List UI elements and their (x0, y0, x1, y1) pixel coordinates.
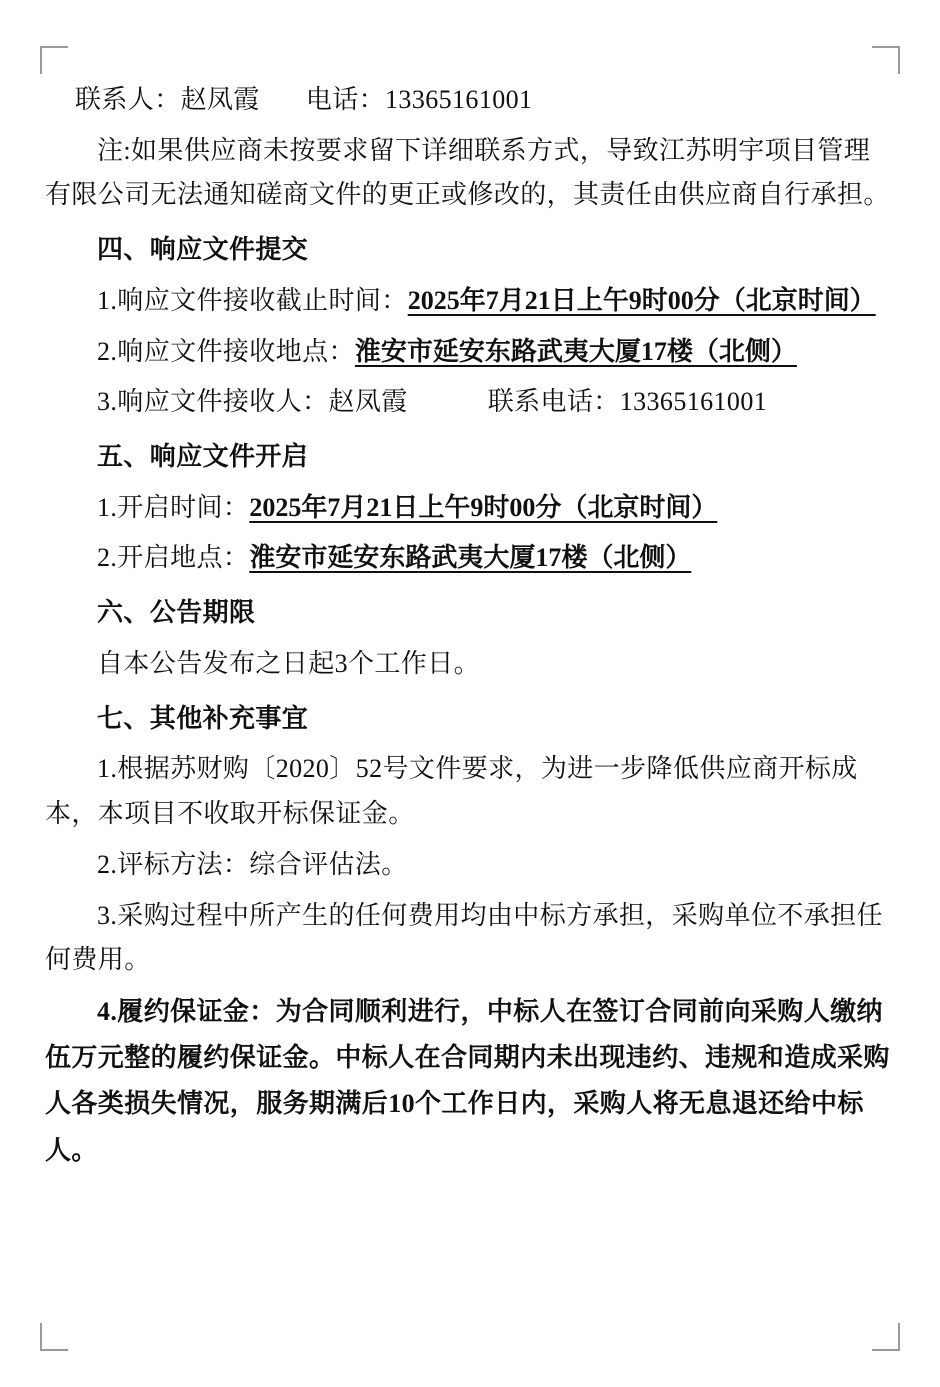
item-prefix: 2.开启地点： (97, 543, 250, 573)
section-4-item-3 (45, 380, 895, 425)
final-clause-block (45, 989, 895, 1174)
section-heading-5: 五、响应文件开启 (97, 442, 309, 472)
section-6-item-1: 自本公告发布之日起3个工作日。 (97, 648, 481, 678)
document-body (45, 78, 895, 1180)
section-5-item-1 (45, 486, 895, 531)
contact-label: 联系人： (75, 85, 181, 114)
final-clause-label: 4.履约保证金： (97, 996, 276, 1026)
crop-mark-bottom-left (40, 1323, 68, 1351)
item-emphasis: 2025年7月21日上午9时00分（北京时间） (249, 492, 718, 522)
contact-line (45, 78, 895, 123)
item-secondary-value: 13365161001 (619, 387, 768, 417)
section-4-item-1 (45, 279, 895, 324)
item-prefix: 1.响应文件接收截止时间： (97, 285, 408, 315)
item-prefix: 2.响应文件接收地点： (97, 336, 355, 366)
crop-mark-top-right (872, 46, 900, 74)
note-paragraph: 注:如果供应商未按要求留下详细联系方式，导致江苏明宇项目管理有限公司无法通知磋商文件的更正或修改的，其责任由供应商自行承担。 (45, 135, 890, 210)
final-clause (45, 989, 895, 1174)
item-emphasis: 淮安市延安东路武夷大厦17楼（北侧） (249, 543, 692, 573)
section-heading-6: 六、公告期限 (97, 598, 256, 628)
section-7-item-3: 3.采购过程中所产生的任何费用均由中标方承担，采购单位不承担任何费用。 (45, 900, 883, 975)
section-heading-7: 七、其他补充事宜 (97, 703, 309, 733)
section-7-item-1: 1.根据苏财购〔2020〕52号文件要求，为进一步降低供应商开标成本，本项目不收取开标保证金。 (45, 754, 858, 829)
contact-name: 赵凤霞 (180, 85, 260, 114)
section-7-item-2: 2.评标方法：综合评估法。 (97, 849, 408, 879)
section-5-item-2 (45, 536, 895, 581)
item-emphasis: 淮安市延安东路武夷大厦17楼（北侧） (354, 336, 797, 366)
crop-mark-top-left (40, 46, 68, 74)
item-prefix: 1.开启时间： (97, 492, 250, 522)
section-4-item-2 (45, 330, 895, 375)
item-prefix: 3.响应文件接收人：赵凤霞 (97, 387, 408, 417)
item-emphasis: 2025年7月21日上午9时00分（北京时间） (407, 285, 876, 315)
item-secondary-label: 联系电话： (487, 387, 620, 417)
crop-mark-bottom-right (872, 1323, 900, 1351)
final-clause-text: 为合同顺利进行，中标人在签订合同前向采购人缴纳伍万元整的履约保证金。中标人在合同期内未出现违约、违规和造成采购人各类损失情况，服务期满后10个工作日内，采购人将无息退还给中标人。 (45, 996, 890, 1165)
phone-value: 13365161001 (385, 85, 533, 114)
phone-label: 电话： (305, 85, 386, 114)
section-heading-4: 四、响应文件提交 (97, 235, 309, 265)
